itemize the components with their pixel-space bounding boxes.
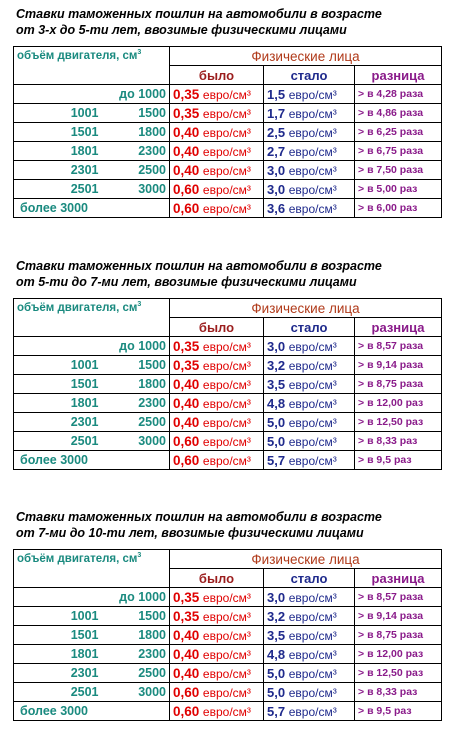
now-unit: евро/см³ [288, 339, 337, 354]
now-unit: евро/см³ [288, 377, 337, 392]
cell-from: 2501 [14, 683, 102, 702]
now-value: 5,0 [267, 433, 286, 449]
cell-diff: > в 4,28 раза [355, 85, 442, 104]
was-value: 0,35 [173, 338, 200, 354]
cell-was [170, 337, 264, 356]
table-row [14, 161, 442, 180]
table-row [14, 337, 442, 356]
cell-from: 2501 [14, 432, 102, 451]
cell-was [170, 413, 264, 432]
now-unit: евро/см³ [288, 666, 337, 681]
cell-now [264, 626, 355, 645]
table-row [14, 645, 442, 664]
now-value: 3,0 [267, 181, 286, 197]
header-engine-label: объём двигателя, см [17, 301, 138, 314]
cell-from [14, 588, 102, 607]
cell-was [170, 375, 264, 394]
table-row [14, 199, 442, 218]
cell-to: 1500 [102, 356, 170, 375]
table-row [14, 85, 442, 104]
header-individuals: Физические лица [170, 47, 442, 66]
was-value: 0,40 [173, 627, 200, 643]
was-value: 0,60 [173, 200, 200, 216]
header-was: было [170, 66, 264, 85]
cell-diff: > в 9,14 раза [355, 356, 442, 375]
was-value: 0,60 [173, 684, 200, 700]
cell-to: 2300 [102, 394, 170, 413]
cell-to: 1800 [102, 375, 170, 394]
cell-from: 1501 [14, 123, 102, 142]
cell-now [264, 180, 355, 199]
table-row [14, 683, 442, 702]
cell-from: 2301 [14, 664, 102, 683]
was-value: 0,40 [173, 376, 200, 392]
now-unit: евро/см³ [288, 704, 337, 719]
cell-diff: > в 12,50 раз [355, 413, 442, 432]
cell-from: 2301 [14, 413, 102, 432]
cell-was [170, 664, 264, 683]
cell-from: 1001 [14, 356, 102, 375]
cell-was [170, 123, 264, 142]
cell-to [102, 451, 170, 470]
cell-now [264, 123, 355, 142]
cell-now [264, 337, 355, 356]
cell-was [170, 161, 264, 180]
table-row [14, 451, 442, 470]
now-value: 2,7 [267, 143, 286, 159]
cell-from: более 3000 [14, 199, 102, 218]
cell-to: 1800 [102, 123, 170, 142]
cell-to: 3000 [102, 432, 170, 451]
cell-now [264, 413, 355, 432]
now-unit: евро/см³ [288, 609, 337, 624]
header-engine-volume [14, 299, 170, 337]
cell-diff: > в 6,75 раза [355, 142, 442, 161]
cell-diff: > в 8,33 раз [355, 432, 442, 451]
cell-now [264, 85, 355, 104]
now-unit: евро/см³ [288, 106, 337, 121]
was-unit: евро/см³ [202, 339, 251, 354]
now-unit: евро/см³ [288, 182, 337, 197]
was-unit: евро/см³ [202, 125, 251, 140]
cell-was [170, 702, 264, 721]
header-was: было [170, 569, 264, 588]
cell-to [102, 199, 170, 218]
cell-now [264, 432, 355, 451]
table-row [14, 664, 442, 683]
cell-from [14, 85, 102, 104]
was-unit: евро/см³ [202, 685, 251, 700]
now-unit: евро/см³ [288, 144, 337, 159]
was-unit: евро/см³ [202, 628, 251, 643]
now-value: 5,0 [267, 665, 286, 681]
header-row-group [14, 550, 442, 569]
table-row [14, 702, 442, 721]
now-value: 5,7 [267, 452, 286, 468]
cell-was [170, 645, 264, 664]
was-value: 0,40 [173, 395, 200, 411]
was-unit: евро/см³ [202, 647, 251, 662]
was-unit: евро/см³ [202, 396, 251, 411]
table-row [14, 180, 442, 199]
cell-now [264, 375, 355, 394]
cell-now [264, 588, 355, 607]
now-value: 3,2 [267, 357, 286, 373]
cell-to: 2300 [102, 142, 170, 161]
cell-from: 1501 [14, 626, 102, 645]
cell-was [170, 432, 264, 451]
cell-to: 2500 [102, 413, 170, 432]
cell-to: 2500 [102, 664, 170, 683]
cell-now [264, 104, 355, 123]
now-unit: евро/см³ [288, 685, 337, 700]
cell-diff: > в 8,75 раза [355, 375, 442, 394]
header-individuals: Физические лица [170, 550, 442, 569]
cell-now [264, 161, 355, 180]
header-was: было [170, 318, 264, 337]
cell-to: 1500 [102, 607, 170, 626]
now-value: 3,2 [267, 608, 286, 624]
cell-to: 3000 [102, 683, 170, 702]
cell-now [264, 683, 355, 702]
now-value: 5,0 [267, 684, 286, 700]
cell-from [14, 337, 102, 356]
cell-was [170, 85, 264, 104]
table-row [14, 375, 442, 394]
cell-diff: > в 9,5 раз [355, 451, 442, 470]
cell-to: 1800 [102, 626, 170, 645]
cell-diff: > в 6,25 раза [355, 123, 442, 142]
was-unit: евро/см³ [202, 358, 251, 373]
cell-diff: > в 4,86 раза [355, 104, 442, 123]
header-now: стало [264, 66, 355, 85]
cell-from: более 3000 [14, 702, 102, 721]
section-title-line1: Ставки таможенных пошлин на автомобили в возрасте [16, 510, 382, 524]
rates-table [13, 298, 442, 470]
now-value: 4,8 [267, 646, 286, 662]
was-value: 0,35 [173, 105, 200, 121]
now-unit: евро/см³ [288, 358, 337, 373]
cell-now [264, 356, 355, 375]
section-title-line2: от 5-ти до 7-ми лет, ввозимые физическими лицами [16, 275, 357, 289]
header-diff: разница [355, 318, 442, 337]
section-title-line2: от 3-х до 5-ти лет, ввозимые физическими лицами [16, 23, 347, 37]
cell-to [102, 702, 170, 721]
now-value: 5,0 [267, 414, 286, 430]
now-unit: евро/см³ [288, 396, 337, 411]
header-now: стало [264, 318, 355, 337]
cell-was [170, 180, 264, 199]
was-unit: евро/см³ [202, 434, 251, 449]
cell-diff: > в 8,33 раз [355, 683, 442, 702]
header-now: стало [264, 569, 355, 588]
was-unit: евро/см³ [202, 106, 251, 121]
cell-from: 1001 [14, 607, 102, 626]
was-value: 0,60 [173, 703, 200, 719]
table-row [14, 626, 442, 645]
table-row [14, 413, 442, 432]
now-value: 1,5 [267, 86, 286, 102]
cell-now [264, 664, 355, 683]
table-row [14, 123, 442, 142]
now-unit: евро/см³ [288, 87, 337, 102]
cell-diff: > в 9,14 раза [355, 607, 442, 626]
cell-diff: > в 8,57 раза [355, 337, 442, 356]
table-row [14, 432, 442, 451]
cell-now [264, 142, 355, 161]
table-row [14, 588, 442, 607]
cell-was [170, 104, 264, 123]
section-title-line1: Ставки таможенных пошлин на автомобили в возрасте [16, 259, 382, 273]
table-row [14, 356, 442, 375]
now-value: 3,0 [267, 162, 286, 178]
cell-diff: > в 5,00 раз [355, 180, 442, 199]
was-unit: евро/см³ [202, 87, 251, 102]
cell-diff: > в 12,50 раз [355, 664, 442, 683]
was-value: 0,40 [173, 414, 200, 430]
cell-to: до 1000 [102, 588, 170, 607]
was-value: 0,35 [173, 357, 200, 373]
now-unit: евро/см³ [288, 453, 337, 468]
header-row-group [14, 299, 442, 318]
header-engine-sup: 3 [137, 552, 142, 559]
cell-to: 1500 [102, 104, 170, 123]
header-engine-sup: 3 [137, 49, 142, 56]
cell-now [264, 702, 355, 721]
was-unit: евро/см³ [202, 609, 251, 624]
table-row [14, 104, 442, 123]
table-row [14, 607, 442, 626]
now-value: 3,0 [267, 338, 286, 354]
header-diff: разница [355, 66, 442, 85]
table-row [14, 394, 442, 413]
section-title-line2: от 7-ми до 10-ти лет, ввозимые физическими лицами [16, 526, 364, 540]
now-unit: евро/см³ [288, 590, 337, 605]
was-value: 0,40 [173, 646, 200, 662]
cell-from: 2501 [14, 180, 102, 199]
now-unit: евро/см³ [288, 163, 337, 178]
cell-was [170, 588, 264, 607]
now-unit: евро/см³ [288, 125, 337, 140]
now-value: 3,0 [267, 589, 286, 605]
cell-diff: > в 7,50 раза [355, 161, 442, 180]
was-unit: евро/см³ [202, 144, 251, 159]
cell-from: более 3000 [14, 451, 102, 470]
section-title-line1: Ставки таможенных пошлин на автомобили в возрасте [16, 7, 382, 21]
cell-from: 1801 [14, 142, 102, 161]
was-unit: евро/см³ [202, 163, 251, 178]
was-unit: евро/см³ [202, 590, 251, 605]
cell-diff: > в 6,00 раз [355, 199, 442, 218]
cell-to: до 1000 [102, 85, 170, 104]
cell-was [170, 607, 264, 626]
now-value: 3,5 [267, 376, 286, 392]
now-unit: евро/см³ [288, 434, 337, 449]
was-value: 0,35 [173, 589, 200, 605]
cell-from: 2301 [14, 161, 102, 180]
cell-diff: > в 9,5 раз [355, 702, 442, 721]
cell-was [170, 394, 264, 413]
header-individuals: Физические лица [170, 299, 442, 318]
header-engine-label: объём двигателя, см [17, 552, 138, 565]
cell-was [170, 683, 264, 702]
cell-now [264, 451, 355, 470]
rates-table [13, 46, 442, 218]
now-unit: евро/см³ [288, 647, 337, 662]
cell-was [170, 142, 264, 161]
was-value: 0,40 [173, 124, 200, 140]
cell-to: 2500 [102, 161, 170, 180]
cell-from: 1001 [14, 104, 102, 123]
cell-to: 2300 [102, 645, 170, 664]
now-value: 3,5 [267, 627, 286, 643]
section-title [16, 6, 382, 38]
cell-was [170, 626, 264, 645]
cell-from: 1501 [14, 375, 102, 394]
now-unit: евро/см³ [288, 201, 337, 216]
cell-now [264, 199, 355, 218]
cell-was [170, 356, 264, 375]
cell-now [264, 645, 355, 664]
now-value: 1,7 [267, 105, 286, 121]
was-unit: евро/см³ [202, 704, 251, 719]
header-engine-volume [14, 550, 170, 588]
was-value: 0,35 [173, 86, 200, 102]
now-unit: евро/см³ [288, 628, 337, 643]
cell-now [264, 394, 355, 413]
now-value: 5,7 [267, 703, 286, 719]
was-unit: евро/см³ [202, 201, 251, 216]
now-value: 4,8 [267, 395, 286, 411]
was-value: 0,60 [173, 452, 200, 468]
cell-from: 1801 [14, 394, 102, 413]
cell-from: 1801 [14, 645, 102, 664]
rates-table [13, 549, 442, 721]
cell-was [170, 451, 264, 470]
was-value: 0,60 [173, 433, 200, 449]
was-unit: евро/см³ [202, 415, 251, 430]
was-value: 0,40 [173, 665, 200, 681]
cell-to: до 1000 [102, 337, 170, 356]
cell-to: 3000 [102, 180, 170, 199]
was-value: 0,40 [173, 162, 200, 178]
header-engine-label: объём двигателя, см [17, 49, 138, 62]
header-engine-sup: 3 [137, 301, 142, 308]
was-value: 0,35 [173, 608, 200, 624]
header-row-group [14, 47, 442, 66]
now-value: 3,6 [267, 200, 286, 216]
header-engine-volume [14, 47, 170, 85]
was-unit: евро/см³ [202, 453, 251, 468]
was-unit: евро/см³ [202, 377, 251, 392]
cell-now [264, 607, 355, 626]
cell-diff: > в 8,75 раза [355, 626, 442, 645]
section-title [16, 509, 382, 541]
cell-diff: > в 12,00 раз [355, 394, 442, 413]
section-title [16, 258, 382, 290]
cell-diff: > в 12,00 раз [355, 645, 442, 664]
was-unit: евро/см³ [202, 666, 251, 681]
was-unit: евро/см³ [202, 182, 251, 197]
cell-diff: > в 8,57 раза [355, 588, 442, 607]
header-diff: разница [355, 569, 442, 588]
cell-was [170, 199, 264, 218]
now-value: 2,5 [267, 124, 286, 140]
now-unit: евро/см³ [288, 415, 337, 430]
was-value: 0,60 [173, 181, 200, 197]
table-row [14, 142, 442, 161]
was-value: 0,40 [173, 143, 200, 159]
